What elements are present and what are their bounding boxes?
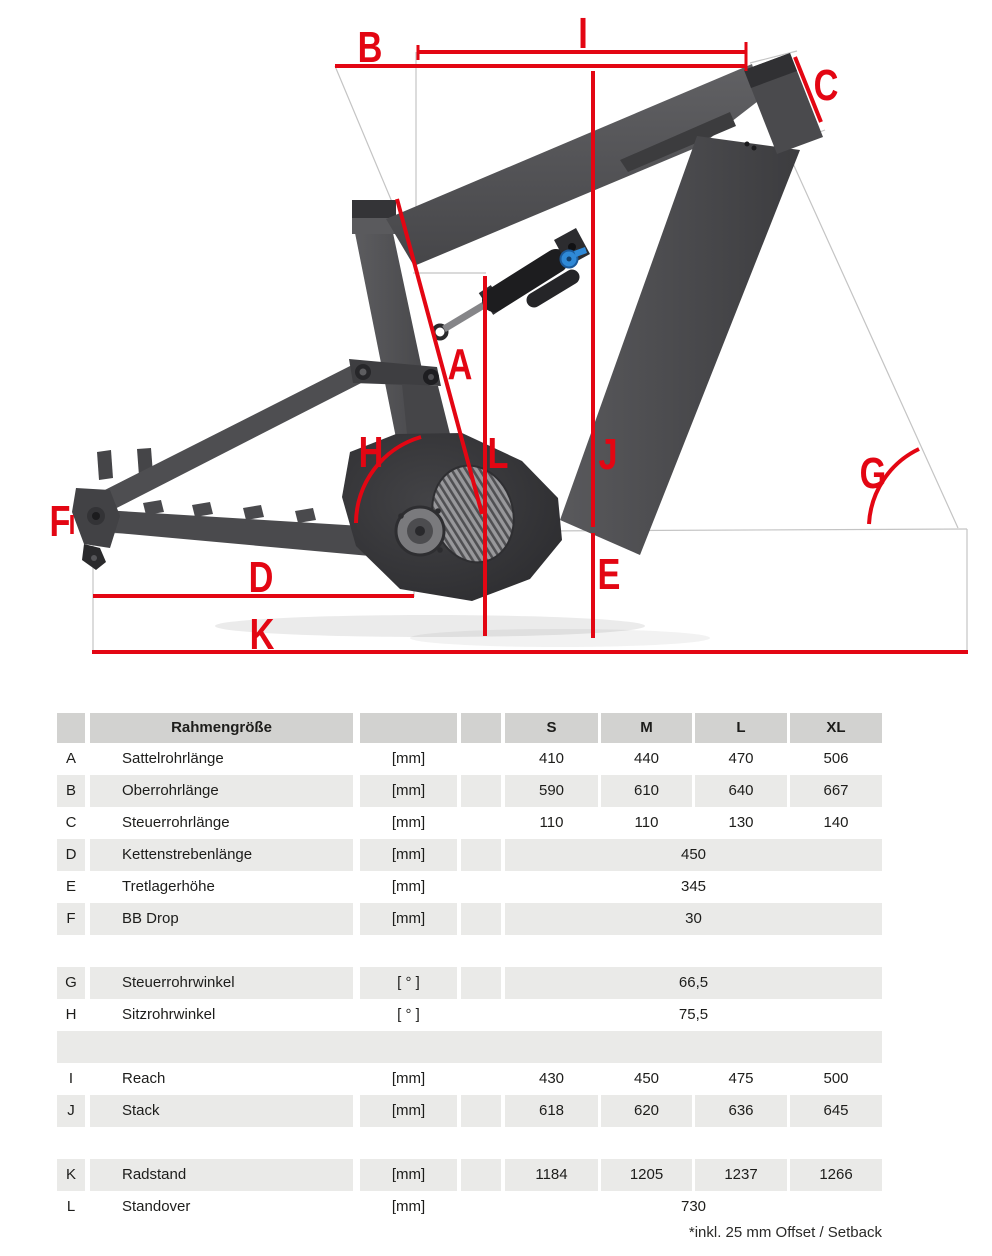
row-value-1: 610: [601, 775, 692, 807]
row-unit: [mm]: [360, 775, 457, 807]
row-value-2: 640: [695, 775, 787, 807]
row-name: Sattelrohrlänge: [122, 750, 224, 767]
table-row-C: [57, 807, 882, 839]
geometry-table: [57, 713, 882, 1223]
row-name: Steuerrohrwinkel: [90, 967, 353, 999]
row-value-2: 1237: [695, 1159, 787, 1191]
row-unit: [mm]: [360, 903, 457, 935]
table-row-J: [57, 1095, 882, 1127]
row-value-0: 410: [538, 750, 565, 767]
spacer-row: [57, 935, 882, 967]
row-value-3: 645: [790, 1095, 882, 1127]
chainstay-guard-1: [143, 500, 164, 515]
table-row-I: [57, 1063, 882, 1095]
motor-bolt-1: [398, 513, 404, 519]
row-unit: [mm]: [360, 1095, 457, 1127]
header-size-L: L: [695, 713, 787, 743]
row-name: Oberrohrlänge: [90, 775, 353, 807]
header-spacer: [461, 713, 501, 743]
header-letter: [57, 713, 85, 743]
row-name: Stack: [90, 1095, 353, 1127]
row-value-2: 470: [728, 750, 754, 767]
row-value-2: 636: [695, 1095, 787, 1127]
row-value-3: 667: [790, 775, 882, 807]
seat-tube-cap: [352, 200, 396, 218]
row-unit: [ ° ]: [360, 967, 457, 999]
row-gap: [461, 1191, 501, 1223]
row-gap: [461, 807, 501, 839]
header-size-M: M: [601, 713, 692, 743]
row-letter: E: [65, 878, 76, 895]
row-value-0: 590: [505, 775, 598, 807]
row-value-2: 475: [728, 1070, 754, 1087]
cable-port-2: [752, 146, 757, 151]
row-letter: D: [57, 839, 85, 871]
row-value-1: 1205: [601, 1159, 692, 1191]
chainstay-guard-4: [295, 508, 316, 523]
row-value-merged: 66,5: [505, 967, 882, 999]
row-letter: A: [65, 750, 76, 767]
row-gap: [461, 1095, 501, 1127]
row-value-3: 500: [823, 1070, 849, 1087]
row-gap: [461, 775, 501, 807]
row-value-0: 110: [539, 814, 564, 831]
row-value-3: 506: [823, 750, 849, 767]
row-unit: [mm]: [391, 878, 426, 895]
dim-label-D: D: [248, 552, 274, 603]
row-letter: H: [65, 1006, 77, 1023]
row-gap: [461, 903, 501, 935]
row-letter: B: [57, 775, 85, 807]
row-value-1: 620: [601, 1095, 692, 1127]
row-letter: K: [57, 1159, 85, 1191]
row-value-1: 440: [633, 750, 660, 767]
table-row-H: [57, 999, 882, 1031]
row-name: Kettenstrebenlänge: [90, 839, 353, 871]
motor-axle: [415, 526, 425, 536]
row-name: BB Drop: [90, 903, 353, 935]
row-value-merged: 75,5: [678, 1006, 709, 1023]
row-unit: [mm]: [391, 1198, 426, 1215]
row-value-merged: 345: [680, 878, 707, 895]
dim-label-H: H: [358, 427, 384, 478]
table-header-row: [57, 713, 882, 743]
row-gap: [461, 871, 501, 903]
row-letter: L: [66, 1198, 76, 1215]
header-size-S: S: [505, 713, 598, 743]
table-row-L: [57, 1191, 882, 1223]
row-unit: [mm]: [391, 750, 426, 767]
row-name: Radstand: [90, 1159, 353, 1191]
ground-shadow-2: [410, 629, 710, 647]
rebound-knob-center: [567, 257, 572, 262]
row-value-2: 130: [728, 814, 754, 831]
header-size-XL: XL: [790, 713, 882, 743]
row-unit: [mm]: [360, 1159, 457, 1191]
rocker-bolt-left-pin: [360, 369, 367, 376]
row-name: Steuerrohrlänge: [122, 814, 230, 831]
row-unit: [mm]: [360, 839, 457, 871]
motor-bolt-2: [435, 508, 441, 514]
dim-label-B: B: [357, 22, 383, 73]
row-gap: [461, 1159, 501, 1191]
row-value-0: 618: [505, 1095, 598, 1127]
dim-label-G: G: [859, 448, 887, 499]
row-letter: G: [57, 967, 85, 999]
seatstay: [91, 363, 369, 516]
row-letter: F: [57, 903, 85, 935]
table-row-F: [57, 903, 882, 935]
dim-label-J: J: [598, 429, 618, 480]
rack-tab-1: [97, 450, 113, 480]
rear-axle-hub: [92, 512, 100, 520]
row-value-0: 1184: [505, 1159, 598, 1191]
table-row-G: [57, 967, 882, 999]
row-name: Reach: [122, 1070, 166, 1087]
cable-port-1: [745, 142, 750, 147]
dim-label-K: K: [249, 609, 275, 660]
row-name: Sitzrohrwinkel: [122, 1006, 216, 1023]
header-unit: [360, 713, 457, 743]
row-letter: J: [57, 1095, 85, 1127]
row-name: Standover: [122, 1198, 191, 1215]
table-row-K: [57, 1159, 882, 1191]
table-row-E: [57, 871, 882, 903]
row-value-merged: 30: [505, 903, 882, 935]
spacer-row: [57, 1031, 882, 1063]
table-row-B: [57, 775, 882, 807]
row-value-merged: 450: [505, 839, 882, 871]
row-value-0: 430: [538, 1070, 565, 1087]
dim-label-A: A: [447, 339, 473, 390]
row-value-1: 450: [633, 1070, 660, 1087]
chainstay-guard-2: [192, 502, 213, 517]
row-gap: [461, 839, 501, 871]
table-row-D: [57, 839, 882, 871]
dim-label-E: E: [597, 549, 621, 600]
table-row-A: [57, 743, 882, 775]
row-unit: [ ° ]: [397, 1006, 420, 1023]
motor-bolt-3: [437, 547, 443, 553]
row-gap: [461, 1063, 501, 1095]
row-unit: [mm]: [391, 814, 426, 831]
chainstay: [87, 509, 381, 557]
row-name: Tretlagerhöhe: [122, 878, 215, 895]
dim-label-C: C: [813, 60, 839, 111]
dim-label-F: F: [49, 496, 71, 547]
row-gap: [461, 743, 501, 775]
hanger-hole: [91, 555, 97, 561]
header-name: Rahmengröße: [90, 713, 353, 743]
row-unit: [mm]: [391, 1070, 426, 1087]
spacer-row: [57, 1127, 882, 1159]
chainstay-guard-3: [243, 505, 264, 520]
row-letter: I: [68, 1070, 74, 1087]
footnote: *inkl. 25 mm Offset / Setback: [688, 1224, 882, 1241]
row-value-3: 140: [823, 814, 849, 831]
dim-label-L: L: [487, 428, 509, 479]
bike-frame: [72, 53, 823, 601]
row-value-1: 110: [634, 814, 659, 831]
row-gap: [461, 967, 501, 999]
rocker-bolt-right-pin: [428, 374, 434, 380]
row-gap: [461, 999, 501, 1031]
row-value-3: 1266: [790, 1159, 882, 1191]
row-value-merged: 730: [680, 1198, 707, 1215]
row-letter: C: [65, 814, 77, 831]
down-tube: [560, 136, 800, 555]
dim-label-I: I: [578, 8, 588, 59]
